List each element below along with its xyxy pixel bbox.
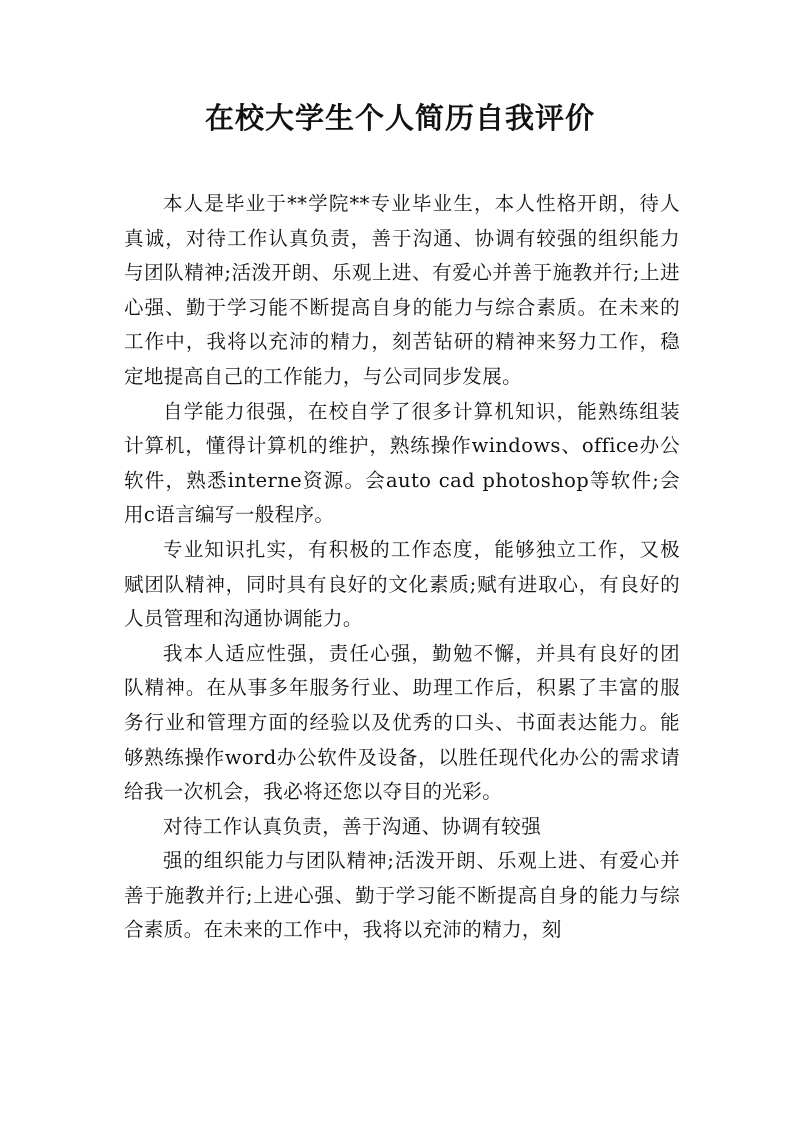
document-body — [124, 187, 680, 948]
paragraph-teamwork: 强的组织能力与团队精神;活泼开朗、乐观上进、有爱心并善于施教并行;上进心强、勤于学习能不断提高自身的能力与综合素质。在未来的工作中，我将以充沛的精力，刻 — [124, 849, 680, 942]
paragraph-computer-skills: 自学能力很强，在校自学了很多计算机知识，能熟练组装计算机，懂得计算机的维护，熟练操作windows、office办公软件，熟悉interne资源。会auto cad photoshop等软件;会用c语言编写一般程序。 — [124, 399, 680, 527]
paragraph-work-attitude: 对待工作认真负责，善于沟通、协调有较强 — [163, 814, 542, 838]
paragraph-adaptability: 我本人适应性强，责任心强，勤勉不懈，并具有良好的团队精神。在从事多年服务行业、助理工作后，积累了丰富的服务行业和管理方面的经验以及优秀的口头、书面表达能力。能够熟练操作word办公软件及设备，以胜任现代化办公的需求请给我一次机会，我必将还您以夺目的光彩。 — [124, 641, 680, 804]
paragraph-professional-knowledge: 专业知识扎实，有积极的工作态度，能够独立工作，又极赋团队精神，同时具有良好的文化素质;赋有进取心，有良好的人员管理和沟通协调能力。 — [124, 537, 680, 631]
paragraph-self-intro: 本人是毕业于**学院**专业毕业生，本人性格开朗，待人真诚，对待工作认真负责，善于沟通、协调有较强的组织能力与团队精神;活泼开朗、乐观上进、有爱心并善于施教并行;上进心强、勤于学习能不断提高自身的能力与综合素质。在未来的工作中，我将以充沛的精力，刻苦钻研的精神来努力工作，稳定地提高自己的工作能力，与公司同步发展。 — [124, 192, 680, 388]
page-title: 在校大学生个人简历自我评价 — [204, 101, 595, 135]
